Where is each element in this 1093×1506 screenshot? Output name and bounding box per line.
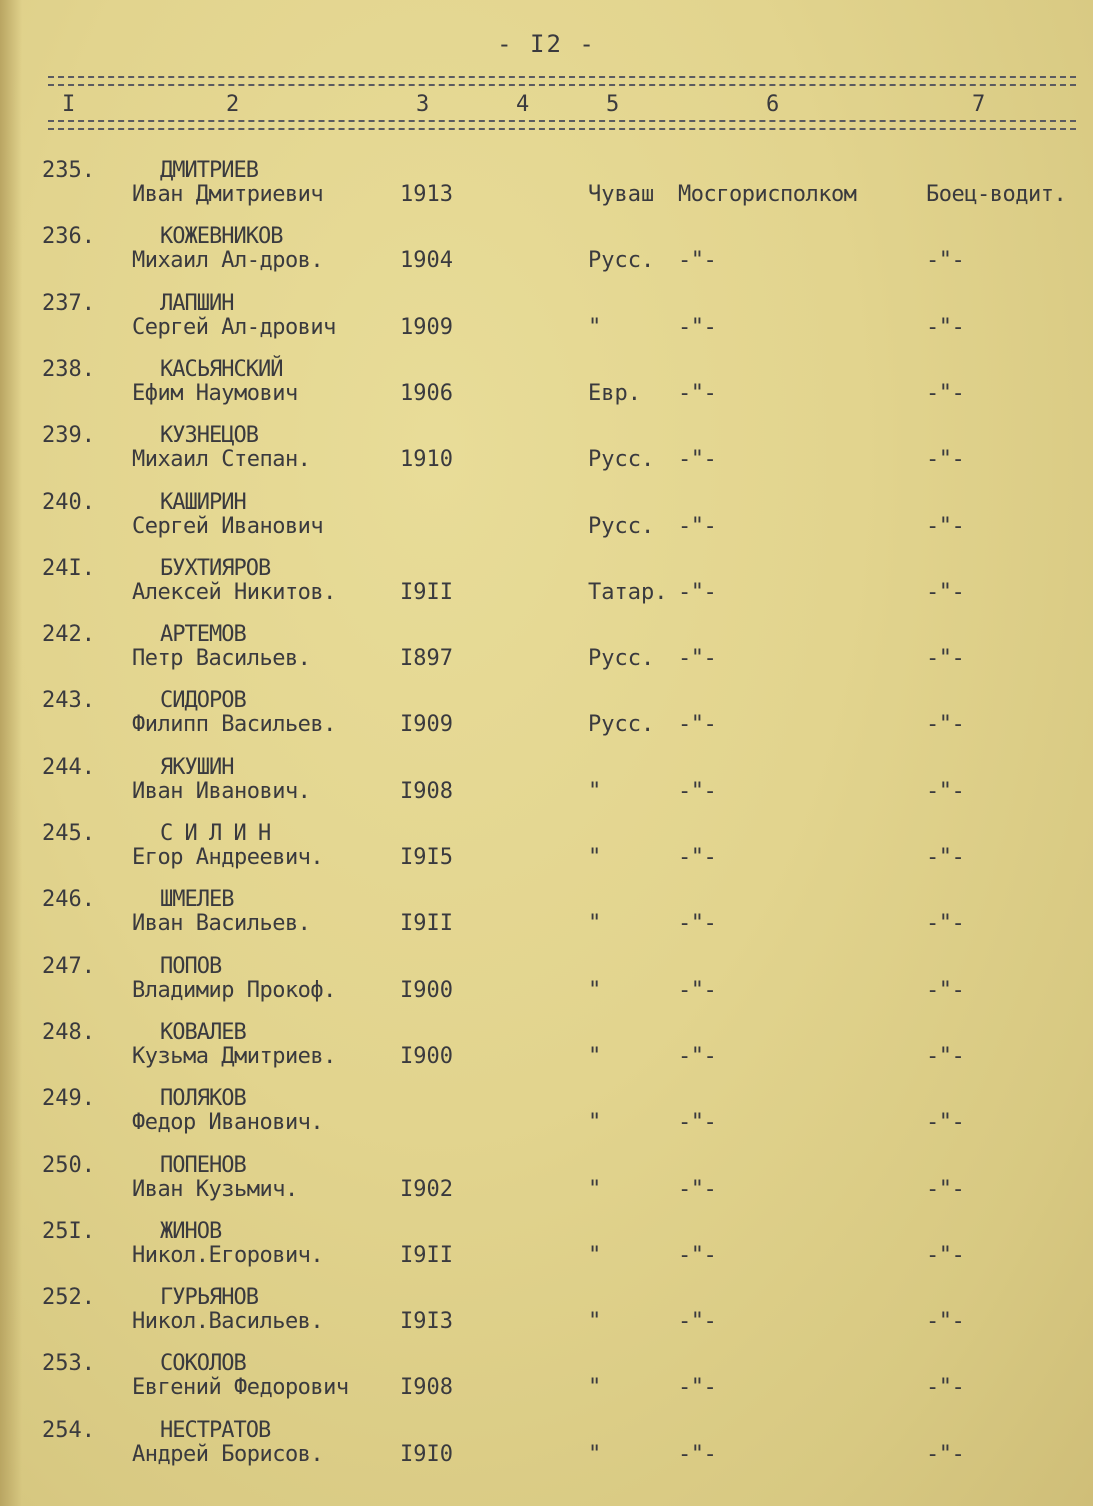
- organization: -"-: [678, 977, 717, 1003]
- nationality: Русс.: [588, 513, 655, 539]
- table-row: [0, 1418, 1093, 1484]
- entry-number: 247.: [42, 953, 95, 979]
- given-name: Иван Васильев.: [132, 911, 311, 937]
- birth-year: 1910: [400, 447, 453, 473]
- organization: -"-: [678, 1110, 717, 1136]
- birth-year: I9I3: [400, 1309, 453, 1335]
- entry-number: 239.: [42, 423, 95, 449]
- position: -"-: [926, 1110, 965, 1136]
- birth-year: I900: [400, 977, 453, 1003]
- entry-number: 237.: [42, 290, 95, 316]
- given-name: Иван Дмитриевич: [132, 182, 324, 207]
- table-row: [0, 158, 1093, 224]
- position: Боец-водит.: [926, 182, 1067, 207]
- entry-number: 238.: [42, 356, 95, 382]
- nationality: Русс.: [588, 712, 655, 738]
- organization: -"-: [678, 1441, 717, 1467]
- organization: -"-: [678, 911, 717, 937]
- position: -"-: [926, 778, 965, 804]
- organization: -"-: [678, 314, 717, 340]
- birth-year: I900: [400, 1043, 453, 1069]
- surname: БУХТИЯРОВ: [160, 555, 271, 581]
- position: -"-: [926, 380, 965, 406]
- given-name: Иван Иванович.: [132, 778, 311, 804]
- header-rule-top: [48, 76, 1076, 86]
- organization: -"-: [678, 579, 717, 605]
- birth-year: 1909: [400, 314, 453, 340]
- nationality: ": [588, 314, 602, 340]
- surname: ПОПОВ: [160, 953, 222, 979]
- column-header-6: 6: [766, 92, 780, 117]
- birth-year: 1904: [400, 248, 453, 274]
- organization: -"-: [678, 1176, 717, 1202]
- nationality: ": [588, 911, 602, 937]
- entry-number: 248.: [42, 1019, 95, 1045]
- table-row: [0, 1020, 1093, 1086]
- position: -"-: [926, 579, 965, 605]
- surname: АРТЕМОВ: [160, 622, 246, 648]
- given-name: Никол.Егорович.: [132, 1242, 324, 1268]
- position: -"-: [926, 911, 965, 937]
- header-rule-bottom: [48, 120, 1076, 130]
- given-name: Федор Иванович.: [132, 1110, 324, 1136]
- organization: -"-: [678, 845, 717, 870]
- entry-number: 235.: [42, 158, 95, 183]
- position: -"-: [926, 1242, 965, 1268]
- position: -"-: [926, 248, 965, 274]
- given-name: Сергей Иванович: [132, 513, 324, 539]
- nationality: ": [588, 1375, 602, 1401]
- organization: -"-: [678, 712, 717, 738]
- organization: -"-: [678, 778, 717, 804]
- table-row: [0, 1351, 1093, 1417]
- surname: ЯКУШИН: [160, 754, 234, 780]
- entry-number: 253.: [42, 1351, 95, 1377]
- organization: -"-: [678, 380, 717, 406]
- surname: ГУРЬЯНОВ: [160, 1285, 258, 1311]
- given-name: Никол.Васильев.: [132, 1309, 324, 1335]
- table-row: [0, 1285, 1093, 1351]
- surname: ШМЕЛЕВ: [160, 887, 234, 913]
- surname: СОКОЛОВ: [160, 1351, 246, 1377]
- column-header-2: 2: [226, 92, 240, 117]
- birth-year: I897: [400, 646, 453, 672]
- entry-number: 252.: [42, 1285, 95, 1311]
- entry-number: 245.: [42, 821, 95, 846]
- table-row: [0, 291, 1093, 357]
- position: -"-: [926, 314, 965, 340]
- table-row: [0, 423, 1093, 489]
- entry-number: 24I.: [42, 555, 95, 581]
- position: -"-: [926, 1176, 965, 1202]
- organization: -"-: [678, 248, 717, 274]
- birth-year: I9I0: [400, 1441, 453, 1467]
- surname: КОЖЕВНИКОВ: [160, 224, 283, 250]
- birth-year: I902: [400, 1176, 453, 1202]
- page-number: - I2 -: [497, 30, 596, 58]
- organization: -"-: [678, 1309, 717, 1335]
- table-row: [0, 887, 1093, 953]
- given-name: Петр Васильев.: [132, 646, 311, 672]
- nationality: Русс.: [588, 447, 655, 473]
- position: -"-: [926, 712, 965, 738]
- table-row: [0, 1219, 1093, 1285]
- organization: -"-: [678, 513, 717, 539]
- table-row: [0, 821, 1093, 887]
- nationality: ": [588, 1309, 602, 1335]
- nationality: ": [588, 1110, 602, 1136]
- birth-year: I909: [400, 712, 453, 738]
- birth-year: I9II: [400, 911, 453, 937]
- table-row: [0, 1153, 1093, 1219]
- position: -"-: [926, 977, 965, 1003]
- birth-year: 1906: [400, 380, 453, 406]
- surname: КУЗНЕЦОВ: [160, 423, 258, 449]
- position: -"-: [926, 1309, 965, 1335]
- surname: ДМИТРИЕВ: [160, 158, 258, 183]
- surname: ПОПЕНОВ: [160, 1152, 246, 1178]
- nationality: Евр.: [588, 380, 641, 406]
- birth-year: I9II: [400, 579, 453, 605]
- birth-year: I908: [400, 1375, 453, 1401]
- table-row: [0, 490, 1093, 556]
- surname: КАШИРИН: [160, 489, 246, 515]
- surname: ПОЛЯКОВ: [160, 1086, 246, 1112]
- entry-number: 254.: [42, 1417, 95, 1443]
- position: -"-: [926, 1441, 965, 1467]
- given-name: Сергей Ал-дрович: [132, 314, 336, 340]
- column-header-4: 4: [516, 92, 530, 117]
- column-header-7: 7: [972, 92, 986, 117]
- entry-number: 236.: [42, 224, 95, 250]
- given-name: Иван Кузьмич.: [132, 1176, 298, 1202]
- given-name: Алексей Никитов.: [132, 579, 336, 605]
- position: -"-: [926, 447, 965, 473]
- entry-number: 250.: [42, 1152, 95, 1178]
- column-header-1: I: [62, 92, 76, 117]
- surname: СИДОРОВ: [160, 688, 246, 714]
- entry-number: 246.: [42, 887, 95, 913]
- organization: -"-: [678, 1242, 717, 1268]
- nationality: ": [588, 778, 602, 804]
- entry-number: 243.: [42, 688, 95, 714]
- table-row: [0, 622, 1093, 688]
- position: -"-: [926, 1375, 965, 1401]
- nationality: Русс.: [588, 646, 655, 672]
- organization: -"-: [678, 1043, 717, 1069]
- given-name: Михаил Ал-дров.: [132, 248, 324, 274]
- birth-year: I908: [400, 778, 453, 804]
- entry-number: 25I.: [42, 1218, 95, 1244]
- surname: КОВАЛЕВ: [160, 1019, 246, 1045]
- column-header-3: 3: [416, 92, 430, 117]
- nationality: ": [588, 1441, 602, 1467]
- given-name: Владимир Прокоф.: [132, 977, 336, 1003]
- table-row: [0, 556, 1093, 622]
- given-name: Кузьма Дмитриев.: [132, 1043, 336, 1069]
- entry-number: 244.: [42, 754, 95, 780]
- surname: ЛАПШИН: [160, 290, 234, 316]
- birth-year: I9II: [400, 1242, 453, 1268]
- entry-number: 249.: [42, 1086, 95, 1112]
- position: -"-: [926, 845, 965, 870]
- nationality: Татар.: [588, 579, 668, 605]
- column-header-5: 5: [606, 92, 620, 117]
- given-name: Ефим Наумович: [132, 380, 298, 406]
- given-name: Андрей Борисов.: [132, 1441, 324, 1467]
- surname: С И Л И Н: [160, 821, 271, 846]
- organization: -"-: [678, 646, 717, 672]
- nationality: ": [588, 1242, 602, 1268]
- table-row: [0, 688, 1093, 754]
- entry-number: 242.: [42, 622, 95, 648]
- table-row: [0, 1086, 1093, 1152]
- nationality: ": [588, 1176, 602, 1202]
- organization: -"-: [678, 1375, 717, 1401]
- given-name: Филипп Васильев.: [132, 712, 336, 738]
- nationality: ": [588, 1043, 602, 1069]
- position: -"-: [926, 513, 965, 539]
- nationality: Русс.: [588, 248, 655, 274]
- organization: Мосгорисполком: [678, 182, 857, 207]
- given-name: Егор Андреевич.: [132, 845, 324, 870]
- nationality: Чуваш: [588, 182, 655, 207]
- table-row: [0, 224, 1093, 290]
- table-row: [0, 954, 1093, 1020]
- organization: -"-: [678, 447, 717, 473]
- given-name: Михаил Степан.: [132, 447, 311, 473]
- birth-year: I9I5: [400, 845, 453, 870]
- nationality: ": [588, 845, 602, 870]
- position: -"-: [926, 646, 965, 672]
- given-name: Евгений Федорович: [132, 1375, 349, 1401]
- birth-year: 1913: [400, 182, 453, 207]
- entry-number: 240.: [42, 489, 95, 515]
- position: -"-: [926, 1043, 965, 1069]
- table-row: [0, 357, 1093, 423]
- surname: НЕСТРАТОВ: [160, 1417, 271, 1443]
- nationality: ": [588, 977, 602, 1003]
- table-row: [0, 755, 1093, 821]
- surname: ЖИНОВ: [160, 1218, 222, 1244]
- surname: КАСЬЯНСКИЙ: [160, 356, 283, 382]
